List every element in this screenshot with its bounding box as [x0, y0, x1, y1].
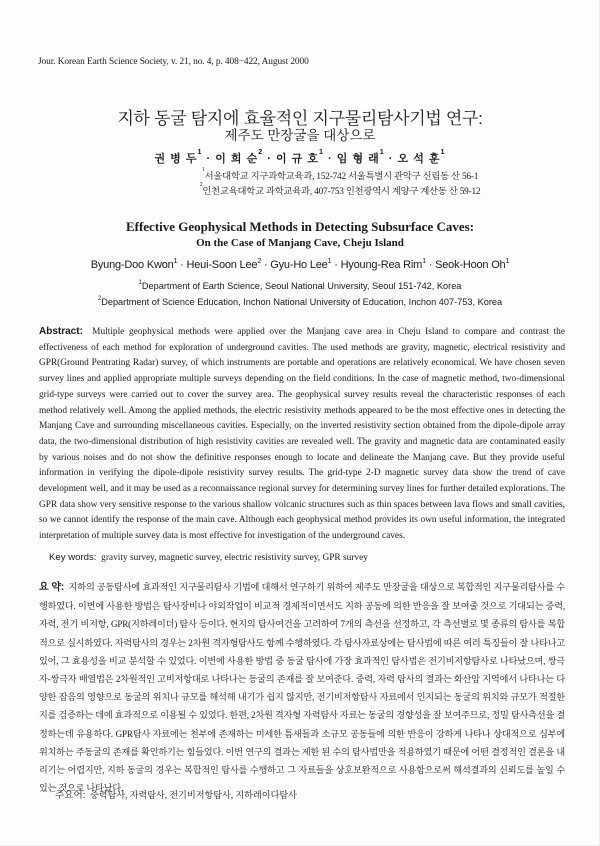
english-author: Seok-Hoon Oh$^1$ — [435, 257, 510, 271]
english-authors — [0, 259, 600, 271]
abstract-text: Multiple geophysical methods were applied over the Manjang cave area in Cheju Island to compare and contrast the effectiveness of each method for exploration of underground cavities. The used methods are gravity, magnetic, electrical resistivity and GPR(Ground Pentrating Radar) survey, of which instruments are portable and operations are relatively economical. We have chosen seven survey lines and applied appropriate multiple surveys depending on the field conditions. In the case of magnetic method, two-dimensional grid-type surveys were carried out to cover the survey area. The geophysical survey results reveal the characteristic responses of each method relatively well. Among the applied methods, the electric resistivity methods appeared to be the most effective ones in detecting the Manjang Cave and surrounding miscellaneous cavities. Especially, on the inverted resistivity section obtained from the dipole-dipole array data, the two-dimensional distribution of high resistivity cavities are revealed well. The gravity and magnetic data are contaminated easily by various noises and do not show the definitive responses enough to locate and delineate the Manjang cave. But they provide useful information in verifying the dipole-dipole resistivity survey results. The grid-type 2-D magnetic survey data show the trend of cave development well, and it may be used as a reconnaissance regional survey for determining survey lines for further detailed explorations. The GPR data show very sensitive response to the various shallow volcanic structures such as thin spaces between lava flows and small cavities, so we cannot identify the response of the main cave. Although each geophysical method provides its own useful information, the integrated interpretation of multiple survey data is most effective for investigation of the underground caves. — [39, 327, 565, 542]
korean-author: 권 병 두$^1$ — [154, 148, 203, 165]
author-separator: · — [384, 153, 398, 165]
author-separator: · — [177, 259, 187, 271]
korean-affiliation-1: $^1$서울대학교 지구과학교육과, 152-742 서울특별시 관악구 신림동 산 56-1 — [201, 166, 479, 182]
korean-subtitle: 제주도 만장굴을 대상으로 — [224, 128, 376, 143]
korean-keywords — [55, 787, 297, 801]
english-affiliation-2: $^2$Department of Science Education, Inchon National University of Education, Inchon 407-753, Korea — [97, 295, 503, 307]
author-separator: · — [331, 259, 341, 271]
author-separator: · — [425, 259, 436, 271]
korean-title: 지하 동굴 탐지에 효율적인 지구물리탐사기법 연구: — [117, 109, 483, 128]
author-separator: · — [263, 153, 276, 165]
korean-authors — [0, 150, 600, 166]
author-separator: · — [261, 259, 271, 271]
korean-author: 이 희 순$^2$ — [215, 148, 264, 165]
korean-abstract-label: 요 약: — [39, 582, 65, 593]
author-separator: · — [202, 153, 216, 165]
abstract-label: Abstract: — [39, 326, 83, 337]
english-author: Heui-Soon Lee$^2$ — [186, 257, 262, 271]
korean-author: 이 규 호$^1$ — [276, 148, 324, 165]
english-subtitle: On the Case of Manjang Cave, Cheju Island — [196, 237, 404, 249]
korean-abstract — [39, 578, 565, 797]
english-author: Hyoung-Rea Rim$^1$ — [340, 257, 426, 271]
korean-keywords-text: 중력탐사, 자력탐사, 전기비저항탐사, 지하레이다탐사 — [90, 790, 297, 800]
korean-keywords-label: 주요어: — [55, 790, 86, 801]
english-keywords — [49, 552, 368, 563]
keywords-label: Key words: — [49, 552, 97, 563]
english-title: Effective Geophysical Methods in Detecting Subsurface Caves: — [125, 219, 475, 234]
korean-affiliation-2: $^2$인천교육대학교 과학교육과, 407-753 인천광역시 계양구 계산동 산 59-12 — [199, 181, 481, 197]
english-author: Byung-Doo Kwon$^1$ — [90, 257, 178, 271]
korean-abstract-text: 지하의 공동탐사에 효과적인 지구물리탐사 기법에 대해서 연구하기 위하여 제주도 만장굴을 대상으로 복합적인 지구물리탐사를 수행하였다. 이번에 사용한 방법은 탐사장비나 야외작업이 비교적 경제적이면서도 지하 공동에 의한 반응을 잘 보여줄 것으로 기대되는 중력, 자력, 전기 비저항, GPR(지하레이더) 탐사 등이다. 현지의 탐사여건을 고려하여 7개의 측선을 선정하고, 각 측선별로 몇 종류의 탐사를 복합적으로 실시하였다. 자력탐사의 경우는 2차원 격자형탐사도 함께 수행하였다. 각 탐사자료상에는 탐사법에 따른 여러 특징들이 잘 나타나고 있어, 그 효용성을 비교 분석할 수 있었다. 이번에 사용한 방법 중 동굴 탐사에 가장 효과적인 탐사법은 전기비저항탐사로 나타났으며, 쌍극자-쌍극자 배열법은 2차원적인 고비저항대로 나타나는 동굴의 존재를 잘 보여준다. 중력, 자력 탐사의 결과는 화산암 지역에서 나타나는 다양한 잡음의 영향으로 동굴의 위치나 규모를 해석해 내기가 쉽지 않지만, 전기비저항탐사 자료에서 인지되는 동굴의 위치와 규모가 적절한지를 검증하는 데에 효과적으로 이용될 수 있었다. 한편, 2차원 격자형 자력탐사 자료는 동굴의 경향성을 잘 보여주므로, 정밀 탐사측선을 결정하는데 유용하다. GPR탐사 자료에는 천부에 존재하는 미세한 틈새들과 소규모 공동들에 의한 반응이 강하게 나타나 상대적으로 심부에 위치하는 주동굴의 존재를 확인하기는 힘들었다. 이번 연구의 결과는 제한 된 수의 탐사법만을 적용하였기 때문에 어떤 결정적인 결론을 내리기는 어렵지만, 지하 동굴의 경우는 복합적인 탐사를 수행하고 그 자료들을 상호보완적으로 사용함으로써 해석결과의 신뢰도를 높일 수 있는 것으로 나타났다. — [39, 582, 566, 794]
english-abstract — [39, 324, 565, 545]
journal-header: Jour. Korean Earth Science Society, v. 21, no. 4, p. 408−422, August 2000 — [38, 57, 309, 67]
korean-author: 임 형 래$^1$ — [336, 148, 385, 165]
author-separator: · — [323, 153, 337, 165]
keywords-text: gravity survey, magnetic survey, electric resistivity survey, GPR survey — [101, 553, 368, 563]
english-author: Gyu-Ho Lee$^1$ — [270, 257, 332, 271]
english-affiliation-1: $^1$Department of Earth Science, Seoul National University, Seoul 151-742, Korea — [138, 279, 462, 291]
korean-author: 오 석 훈$^1$ — [397, 148, 446, 165]
